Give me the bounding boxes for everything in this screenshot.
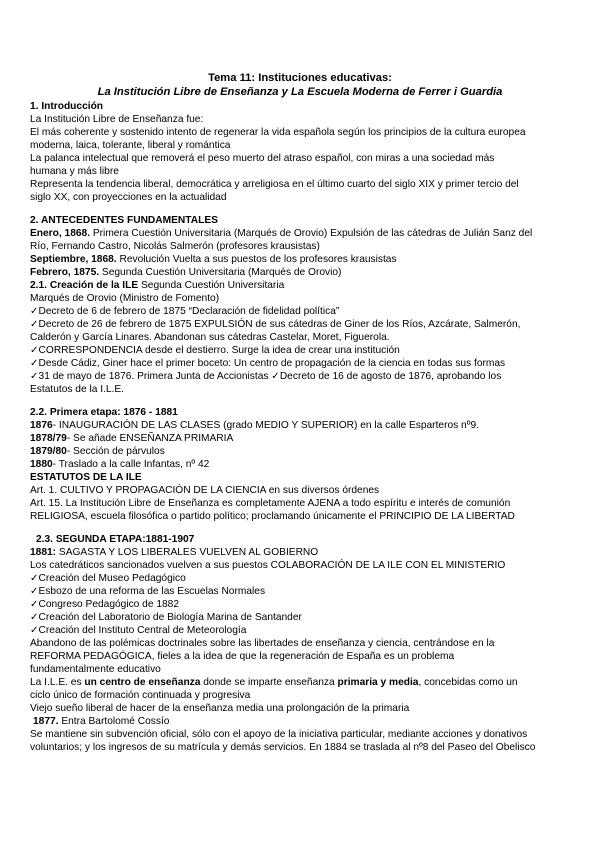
paragraph-line: RELIGIOSA, escuela filosófica o partido político; proclamando únicamente el PRINCIPIO DE LA LIBERTAD bbox=[30, 511, 515, 522]
section-heading-introduccion: 1. Introducción bbox=[30, 101, 104, 112]
emphasis-text: primaria y media bbox=[337, 677, 419, 688]
paragraph-line bbox=[30, 676, 518, 689]
paragraph-line: El más coherente y sostenido intento de regenerar la vida española según los principios de la cultura europea bbox=[30, 127, 526, 138]
section-heading-antecedentes: 2. ANTECEDENTES FUNDAMENTALES bbox=[30, 215, 218, 226]
paragraph-line: Los catedráticos sancionados vuelven a sus puestos COLABORACIÓN DE LA ILE CON EL MINISTERIO bbox=[30, 560, 506, 571]
emphasis-text: un centro de enseñanza bbox=[84, 677, 201, 688]
date-label: Enero, 1868. bbox=[30, 228, 91, 239]
paragraph-line bbox=[30, 279, 284, 292]
year-label: 1876 bbox=[30, 420, 53, 431]
paragraph-line: Art. 1. CULTIVO Y PROPAGACIÓN DE LA CIENCIA en sus diversos órdenes bbox=[30, 485, 380, 496]
paragraph-line: Viejo sueño liberal de hacer de la enseñanza media una prolongación de la primaria bbox=[30, 703, 410, 714]
paragraph-line: moderna, laica, tolerante, liberal y romántica bbox=[30, 140, 231, 151]
paragraph-line bbox=[30, 458, 209, 471]
year-label: 1877. bbox=[33, 716, 59, 727]
paragraph-line: REFORMA PEDAGÓGICA, fieles a la idea de que la regeneración de España es un problema bbox=[30, 651, 455, 662]
year-label: 1879/80 bbox=[30, 446, 67, 457]
paragraph-line: siglo XX, con proyecciones en la actualidad bbox=[30, 192, 227, 203]
subsection-heading-creacion: 2.1. Creación de la ILE bbox=[30, 280, 139, 291]
line-text: - Traslado a la calle Infantas, nº 42 bbox=[52, 459, 210, 470]
paragraph-line: La palanca intelectual que removerá el peso muerto del atraso español, con miras a una sociedad más bbox=[30, 153, 495, 164]
paragraph-line: voluntarios; y los ingresos de su matrícula y demás servicios. En 1884 se traslada al nº8 del Paseo del Obelisco bbox=[30, 742, 536, 753]
line-text: Segunda Cuestión Universitaria bbox=[138, 280, 285, 291]
year-label: 1881: bbox=[30, 547, 57, 558]
line-text: - Sección de párvulos bbox=[66, 446, 165, 457]
line-text: - INAUGURACIÓN DE LAS CLASES (grado MEDIO Y SUPERIOR) en la calle Esparteros nº9. bbox=[52, 420, 479, 431]
paragraph-line bbox=[30, 227, 532, 240]
paragraph-line: humana y más libre bbox=[30, 166, 119, 177]
line-text: Entra Bartolomé Cossío bbox=[58, 716, 170, 727]
line-text: donde se imparte enseñanza bbox=[200, 677, 338, 688]
subsection-heading-estatutos: ESTATUTOS DE LA ILE bbox=[30, 472, 142, 483]
line-text: , concebidas como un bbox=[418, 677, 518, 688]
paragraph-line bbox=[30, 432, 233, 445]
paragraph-line: Calderón y García Linares. Abandonan sus cátedras Castelar, Moret, Figuerola. bbox=[30, 332, 390, 343]
paragraph-line: Abandono de las polémicas doctrinales sobre las libertades de enseñanza y ciencia, centrándose en la bbox=[30, 638, 495, 649]
year-label: 1878/79 bbox=[30, 433, 67, 444]
paragraph-line: Marqués de Orovio (Ministro de Fomento) bbox=[30, 293, 220, 304]
document-title: Tema 11: Instituciones educativas: bbox=[208, 72, 392, 84]
paragraph-line bbox=[33, 715, 169, 728]
paragraph-line bbox=[30, 419, 479, 432]
line-text: - Se añade ENSEÑANZA PRIMARIA bbox=[66, 433, 234, 444]
checklist-line: ✓31 de mayo de 1876. Primera Junta de Accionistas ✓Decreto de 16 de agosto de 1876, aprobando los bbox=[30, 371, 502, 382]
paragraph-line: Representa la tendencia liberal, democrática y arreligiosa en el último cuarto del siglo XIX y primer tercio del bbox=[30, 179, 519, 190]
year-label: 1880 bbox=[30, 459, 53, 470]
checklist-line: ✓CORRESPONDENCIA desde el destierro. Surge la idea de crear una institución bbox=[30, 345, 400, 356]
checklist-line: ✓Creación del Laboratorio de Biología Marina de Santander bbox=[30, 612, 302, 623]
checklist-line: ✓Creación del Instituto Central de Meteorología bbox=[30, 625, 247, 636]
checklist-line: ✓Decreto de 6 de febrero de 1875 “Declaración de fidelidad política” bbox=[30, 306, 340, 317]
paragraph-line: Río, Fernando Castro, Nicolás Salmerón (profesores krausistas) bbox=[30, 241, 320, 252]
paragraph-line: Art. 15. La Institución Libre de Enseñanza es completamente AJENA a todo espíritu e interés de comunión bbox=[30, 498, 511, 509]
section-heading-segunda-etapa: 2.3. SEGUNDA ETAPA:1881-1907 bbox=[36, 534, 195, 545]
checklist-line: ✓Decreto de 26 de febrero de 1875 EXPULSIÓN de sus cátedras de Giner de los Ríos, Azcárate, Salmerón, bbox=[30, 319, 521, 330]
section-heading-primera-etapa: 2.2. Primera etapa: 1876 - 1881 bbox=[30, 407, 178, 418]
paragraph-line: Estatutos de la I.L.E. bbox=[30, 384, 125, 395]
paragraph-line: La Institución Libre de Enseñanza fue: bbox=[30, 114, 204, 125]
paragraph-line bbox=[30, 266, 341, 279]
checklist-line: ✓Desde Cádiz, Giner hace el primer boceto: Un centro de propagación de la ciencia en todas sus formas bbox=[30, 358, 506, 369]
line-text: Segunda Cuestión Universitaria (Marqués de Orovio) bbox=[99, 267, 342, 278]
checklist-line: ✓Congreso Pedagógico de 1882 bbox=[30, 599, 180, 610]
paragraph-line bbox=[30, 445, 165, 458]
date-label: Febrero, 1875. bbox=[30, 267, 100, 278]
line-text: La I.L.E. es bbox=[30, 677, 85, 688]
paragraph-line: ciclo único de formación continuada y progresiva bbox=[30, 690, 251, 701]
line-text: Primera Cuestión Universitaria (Marqués de Orovio) Expulsión de las cátedras de Julián Sanz del bbox=[90, 228, 533, 239]
checklist-line: ✓Esbozo de una reforma de las Escuelas Normales bbox=[30, 586, 266, 597]
paragraph-line: Se mantiene sin subvención oficial, sólo con el apoyo de la iniciativa particular, mediante acciones y donativos bbox=[30, 729, 528, 740]
line-text: Revolución Vuelta a sus puestos de los profesores krausistas bbox=[116, 254, 397, 265]
document-subtitle: La Institución Libre de Enseñanza y La Escuela Moderna de Ferrer i Guardia bbox=[97, 86, 503, 98]
checklist-line: ✓Creación del Museo Pedagógico bbox=[30, 573, 186, 584]
paragraph-line: fundamentalmente educativo bbox=[30, 664, 161, 675]
line-text: SAGASTA Y LOS LIBERALES VUELVEN AL GOBIERNO bbox=[56, 547, 319, 558]
paragraph-line bbox=[30, 253, 397, 266]
paragraph-line bbox=[30, 546, 318, 559]
date-label: Septiembre, 1868. bbox=[30, 254, 117, 265]
